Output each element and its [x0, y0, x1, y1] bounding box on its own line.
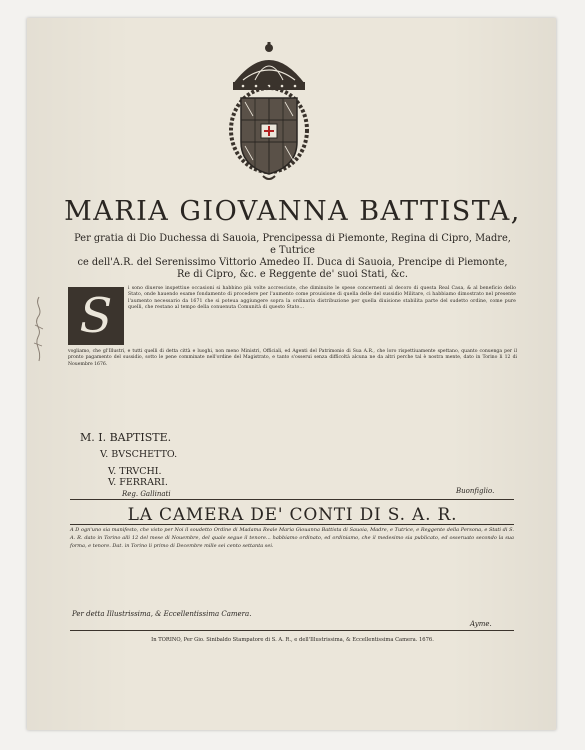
signoff-line: Per detta Illustrissima, & Eccellentissima Camera. — [72, 610, 252, 618]
printer-imprint: In TORINO, Per Gio. Sinibaldo Stampatore di S. A. R., e dell'Illustrissima, & Eccellentissima Camera. 1676. — [151, 637, 434, 643]
registration-note: Reg. Gallinati — [122, 490, 171, 498]
document-title: MARIA GIOVANNA BATTISTA, — [64, 196, 521, 227]
section-heading: LA CAMERA DE' CONTI DI S. A. R. — [127, 505, 458, 525]
subtitle-line: Re di Cipro, &c. e Reggente de' suoi Stati, &c. — [176, 269, 408, 280]
divider-top — [70, 499, 514, 500]
divider-mid — [70, 524, 514, 525]
subtitle-line: ce dell'A.R. del Serenissimo Vittorio Amedeo II. Duca di Sauoia, Prencipe di Piemonte, — [77, 257, 508, 268]
signatory-buschetto: V. BVSCHETTO. — [100, 449, 178, 460]
document-subtitle — [70, 233, 515, 281]
divider-bottom — [70, 630, 514, 631]
proclamation-text: i sono diuerse inspettiue occasioni si habbino più volte accresciute, che diminuite le spese concernenti al decoro di questa Real Casa, & al beneficio dello Stato, onde hauendo esame fondamento di procedere per l'aumento come prouisione di quella delle del sussidio Militare, ci habbiamo dimostrato nel presente l'aumento necessario da 1671 che si poteua aggiungere sopra la ordinaria distribuzione per quella diuisione stabilita parte del sudetto ordine, come pure quelli, che restano al tempo della conuenuta Comunità di questo Stato... — [128, 286, 516, 311]
proclamation-text-continued: vogliamo, che gl'Illustri, e tutti quelli di detta città e luoghi, non meno Ministri, Officiali, ed Agenti del Patrimonio di Sua A.R., che loro rispettiuamente spettano, quanto conuenga per il pronto pagamento del sussidio, sotto le pene comminate nell'ordine del Magistrato, e tanto s'osserui senza difficoltà alcuna ne da altri perche tal è nostra mente, dato in Torino li 12 di Nouembre 1676. — [68, 349, 517, 367]
royal-crest-seal — [223, 42, 315, 182]
countersign: Buonfiglio. — [456, 487, 495, 495]
signatory-baptiste: M. I. BAPTISTE. — [80, 431, 172, 444]
decorated-initial: S — [68, 287, 124, 345]
handwritten-margin-note — [30, 295, 48, 365]
signoff-name: Ayme. — [470, 620, 492, 628]
section-body: A D ogn'uno sia manifesto, che visto per Noi il soudetto Ordine di Madama Reale Maria Giouanna Battista di Sauoia, Madre, e Tutrice, e Reggente della Persona, e Stati di S. A. R. dato in Torino alli 12 del mese di Nouembre, del quale segue il tenore... habbiamo ordinato, ed ordiniamo, che il medesimo sia publicato, ed osseruato secondo la sua forma, e tenore. Dat. in Torino li primo di Decembre mille sei cento settanta sei. — [70, 527, 514, 549]
signatory-truchi: V. TRVCHI. — [108, 466, 162, 477]
signatory-ferrari: V. FERRARI. — [108, 477, 168, 488]
subtitle-line: Per gratia di Dio Duchessa di Sauoia, Prencipessa di Piemonte, Regina di Cipro, Madre, e Tutrice — [74, 233, 511, 256]
